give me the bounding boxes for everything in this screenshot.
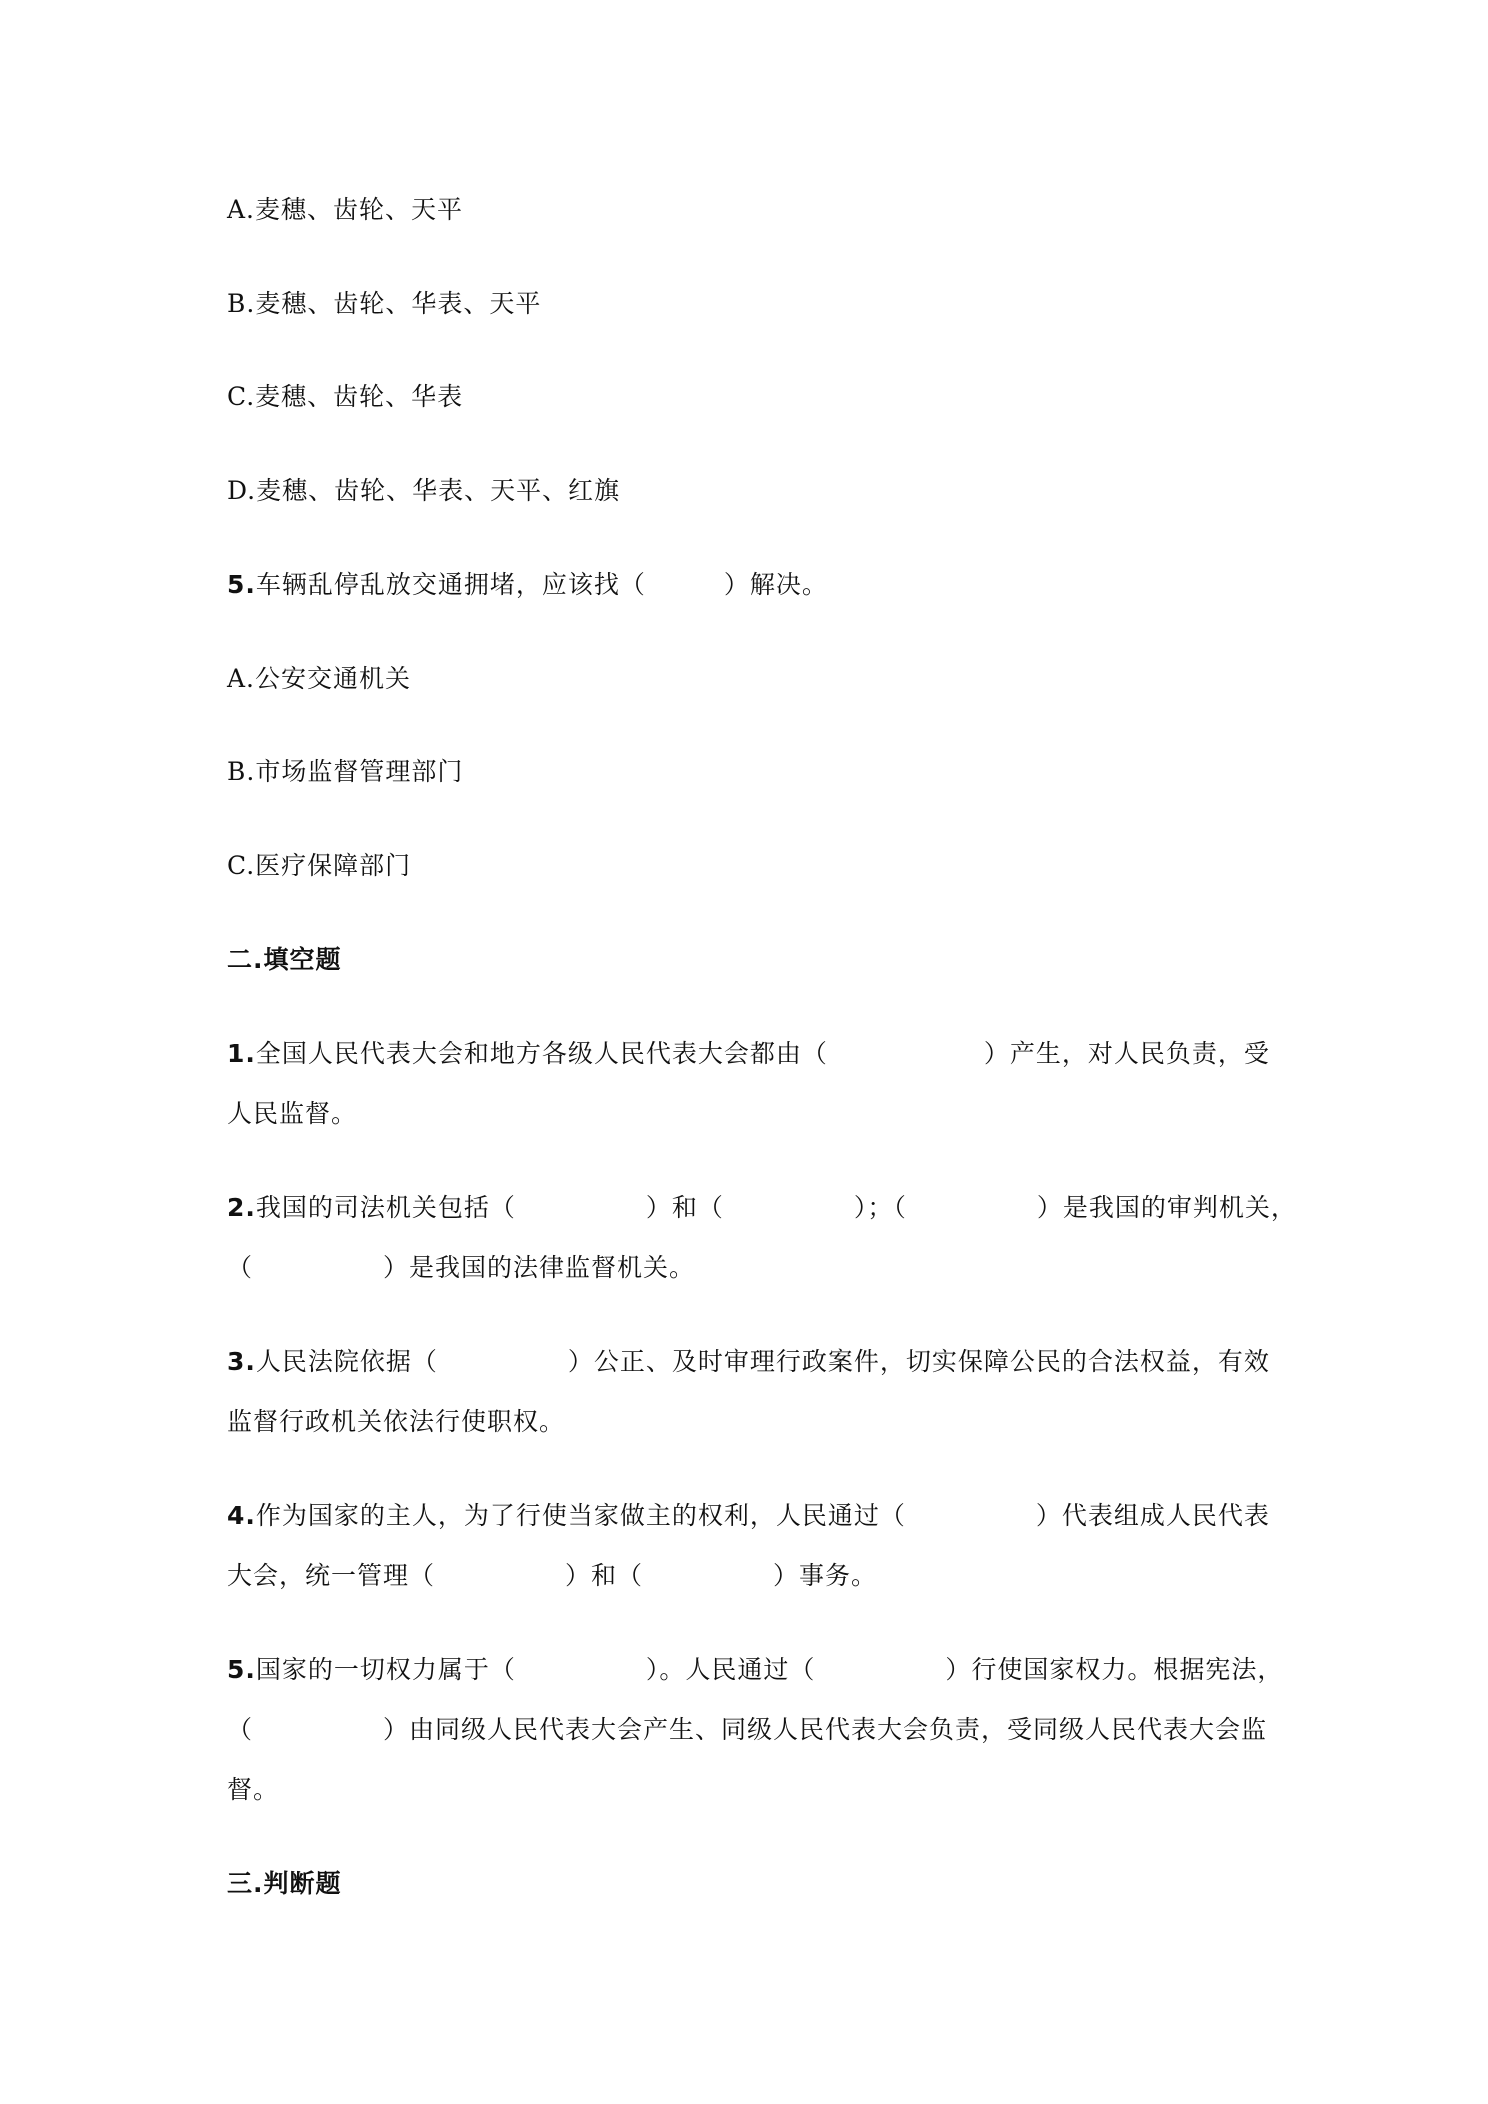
- q5-option-a: A.公安交通机关: [227, 664, 412, 693]
- fill-item-1-line1: [227, 1039, 1270, 1069]
- fill-item-1-text: 全国人民代表大会和地方各级人民代表大会都由（ ）产生，对人民负责，受: [255, 1039, 1270, 1068]
- fill-item-2-number: 2.: [227, 1193, 256, 1222]
- fill-item-1-number: 1.: [227, 1039, 256, 1068]
- fill-item-5-number: 5.: [227, 1655, 256, 1684]
- q4-option-a: A.麦穗、齿轮、天平: [227, 195, 464, 224]
- section2-title: 二.填空题: [227, 945, 342, 974]
- q5-option-c: C.医疗保障部门: [227, 851, 412, 880]
- fill-item-3-line1: [227, 1347, 1270, 1377]
- fill-item-5-text: 国家的一切权力属于（ ）。人民通过（ ）行使国家权力。根据宪法，: [255, 1655, 1284, 1684]
- q5-text: 车辆乱停乱放交通拥堵，应该找（ ）解决。: [255, 570, 828, 599]
- fill-item-2-line2: （ ）是我国的法律监督机关。: [227, 1253, 696, 1282]
- fill-item-5-line2: （ ）由同级人民代表大会产生、同级人民代表大会负责，受同级人民代表大会监: [227, 1715, 1268, 1744]
- fill-item-3-number: 3.: [227, 1347, 256, 1376]
- q5-option-b: B.市场监督管理部门: [227, 757, 464, 786]
- fill-item-5-line1: [227, 1655, 1283, 1685]
- fill-item-3-line2: 监督行政机关依法行使职权。: [227, 1407, 566, 1436]
- fill-item-1-line2: 人民监督。: [227, 1099, 358, 1128]
- section3-title: 三.判断题: [227, 1869, 342, 1898]
- fill-item-4-line2: 大会，统一管理（ ）和（ ）事务。: [227, 1561, 878, 1590]
- fill-item-3-text: 人民法院依据（ ）公正、及时审理行政案件，切实保障公民的合法权益，有效: [255, 1347, 1270, 1376]
- q4-option-d: D.麦穗、齿轮、华表、天平、红旗: [227, 476, 621, 505]
- q4-option-b: B.麦穗、齿轮、华表、天平: [227, 289, 542, 318]
- fill-item-4-text: 作为国家的主人，为了行使当家做主的权利，人民通过（ ）代表组成人民代表: [255, 1501, 1270, 1530]
- fill-item-2-line1: [227, 1193, 1297, 1223]
- fill-item-4-number: 4.: [227, 1501, 256, 1530]
- q5-stem: [227, 570, 828, 600]
- q5-number: 5.: [227, 570, 256, 599]
- fill-item-5-line3: 督。: [227, 1775, 280, 1804]
- fill-item-4-line1: [227, 1501, 1270, 1531]
- fill-item-2-text: 我国的司法机关包括（ ）和（ ）；（ ）是我国的审判机关，: [255, 1193, 1297, 1222]
- q4-option-c: C.麦穗、齿轮、华表: [227, 382, 464, 411]
